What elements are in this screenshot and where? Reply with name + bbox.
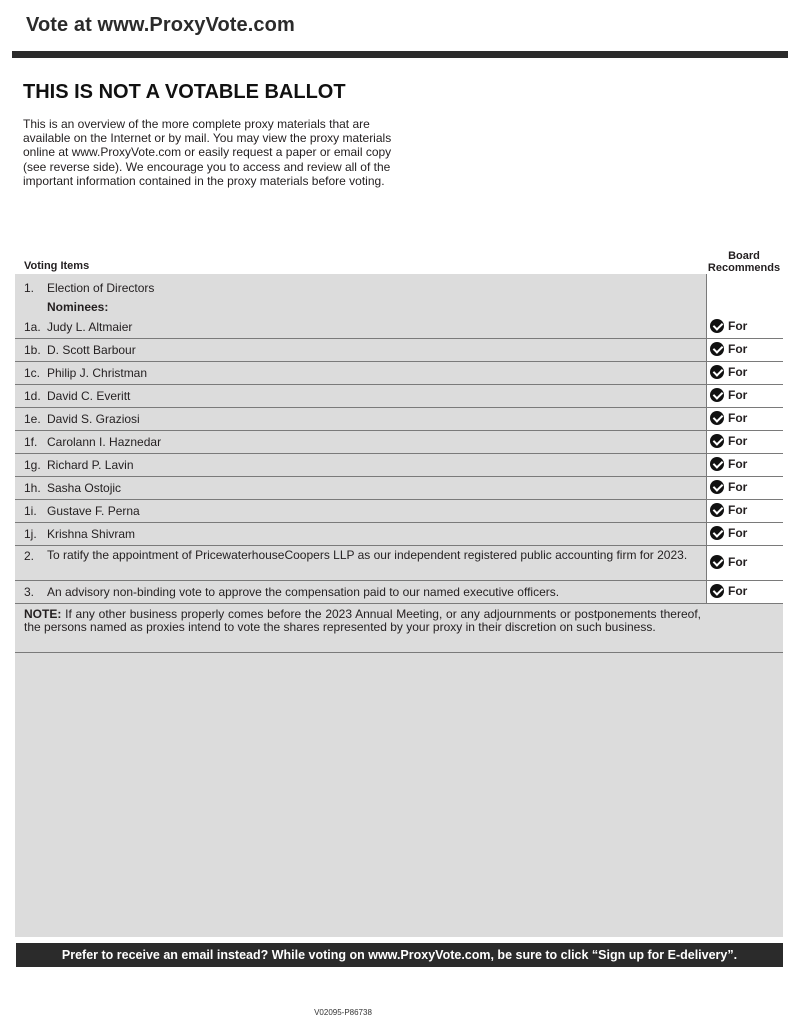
rec-label: For <box>728 457 748 471</box>
item-1-election <box>24 281 155 295</box>
rec-label: For <box>728 503 748 517</box>
table-row <box>15 454 783 477</box>
rec-label: For <box>728 319 748 333</box>
table-row <box>15 408 783 431</box>
check-circle-icon <box>710 342 724 356</box>
row-number: 1c. <box>24 366 41 380</box>
page-title: THIS IS NOT A VOTABLE BALLOT <box>23 81 346 103</box>
table-row <box>15 477 783 500</box>
recommendation-column-divider <box>706 274 707 315</box>
header-title: Vote at www.ProxyVote.com <box>26 14 295 36</box>
board-recommends-header <box>702 250 786 274</box>
note-label: NOTE: <box>24 607 62 621</box>
check-circle-icon <box>710 434 724 448</box>
check-circle-icon <box>710 584 724 598</box>
check-circle-icon <box>710 365 724 379</box>
intro-paragraph: This is an overview of the more complete proxy materials that are available on the Internet or by mail. You may view the proxy materials online at www.ProxyVote.com or easily request a paper or email copy (see reverse side). We encourage you to access and review all of the important information contained in the proxy materials before voting. <box>23 117 392 188</box>
header-rule <box>12 51 788 58</box>
nominee-name: Sasha Ostojic <box>47 481 122 495</box>
rec-label: For <box>728 388 748 402</box>
nominee-name: Gustave F. Perna <box>47 504 140 518</box>
table-row <box>15 362 783 385</box>
nominee-name: David S. Graziosi <box>47 412 140 426</box>
table-row <box>15 339 783 362</box>
row-number: 1h. <box>24 481 41 495</box>
rec-label: For <box>728 555 748 569</box>
board-recommendation <box>710 555 747 569</box>
board-recommendation <box>710 503 747 517</box>
nominee-name: David C. Everitt <box>47 389 131 403</box>
check-circle-icon <box>710 480 724 494</box>
rec-label: For <box>728 411 748 425</box>
nominee-name: Philip J. Christman <box>47 366 148 380</box>
row-number: 1g. <box>24 458 41 472</box>
row-number: 1b. <box>24 343 41 357</box>
voting-items-header: Voting Items <box>24 260 90 272</box>
item-text: To ratify the appointment of PricewaterhouseCoopers LLP as our independent registered public accounting firm for 2023. <box>47 548 688 562</box>
table-row <box>15 523 783 546</box>
board-recommendation <box>710 526 747 540</box>
e-delivery-banner: Prefer to receive an email instead? While voting on www.ProxyVote.com, be sure to click “Sign up for E-delivery”. <box>16 943 783 967</box>
document-code: V02095-P86738 <box>314 1008 372 1017</box>
rec-label: For <box>728 342 748 356</box>
table-row-item-2 <box>15 546 783 581</box>
row-number: 1i. <box>24 504 37 518</box>
rec-label: For <box>728 480 748 494</box>
item-label: Election of Directors <box>47 281 155 295</box>
item-number: 1. <box>24 281 35 295</box>
rec-label: For <box>728 365 748 379</box>
check-circle-icon <box>710 526 724 540</box>
check-circle-icon <box>710 411 724 425</box>
note-text: If any other business properly comes before the 2023 Annual Meeting, or any adjournments or postponements thereof, the persons named as proxies intend to vote the shares represented by your proxy in their discretion on such business. <box>24 607 701 634</box>
nominee-name: Krishna Shivram <box>47 527 136 541</box>
check-circle-icon <box>710 503 724 517</box>
nominee-name: Richard P. Lavin <box>47 458 134 472</box>
row-number: 1d. <box>24 389 41 403</box>
recommendation-divider <box>706 315 707 604</box>
board-recommendation <box>710 457 747 471</box>
table-row <box>15 500 783 523</box>
board-header-line1: Board <box>728 250 760 262</box>
row-number: 2. <box>24 549 35 563</box>
nominees-label: Nominees: <box>47 300 109 314</box>
table-row <box>15 385 783 408</box>
nominee-name: Judy L. Altmaier <box>47 320 133 334</box>
rec-label: For <box>728 526 748 540</box>
check-circle-icon <box>710 319 724 333</box>
nominee-name: D. Scott Barbour <box>47 343 136 357</box>
note-divider <box>15 652 783 653</box>
board-recommendation <box>710 480 747 494</box>
row-number: 1j. <box>24 527 37 541</box>
board-recommendation <box>710 319 747 333</box>
check-circle-icon <box>710 388 724 402</box>
row-number: 1e. <box>24 412 41 426</box>
board-header-line2: Recommends <box>707 262 781 274</box>
row-number: 1f. <box>24 435 38 449</box>
board-recommendation <box>710 434 747 448</box>
board-recommendation <box>710 388 747 402</box>
board-recommendation <box>710 411 747 425</box>
note-paragraph <box>24 608 701 634</box>
table-row <box>15 315 783 339</box>
row-number: 1a. <box>24 320 41 334</box>
board-recommendation <box>710 342 747 356</box>
table-row-item-3 <box>15 581 783 604</box>
row-number: 3. <box>24 585 35 599</box>
table-row <box>15 431 783 454</box>
nominee-name: Carolann I. Haznedar <box>47 435 162 449</box>
rec-label: For <box>728 434 748 448</box>
check-circle-icon <box>710 457 724 471</box>
item-text: An advisory non-binding vote to approve the compensation paid to our named executive officers. <box>47 585 560 599</box>
board-recommendation <box>710 365 747 379</box>
check-circle-icon <box>710 555 724 569</box>
board-recommendation <box>710 584 747 598</box>
rec-label: For <box>728 584 748 598</box>
